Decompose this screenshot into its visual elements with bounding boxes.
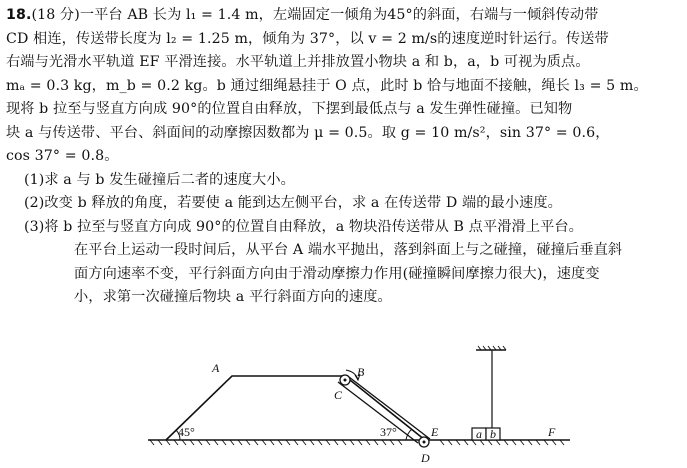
question-3-line-2: 在平台上运动一段时间后，从平台 A 端水平抛出，落到斜面上与之碰撞，碰撞后垂直斜	[74, 242, 623, 258]
problem-number: 18.	[6, 7, 32, 23]
ground	[148, 440, 570, 445]
ceiling-support	[476, 346, 506, 428]
label-block-a: a	[476, 427, 482, 441]
problem-line-3: 右端与光滑水平轨道 EF 平滑连接。水平轨道上并排放置小物块 a 和 b，a，b 可视为质点。	[6, 54, 590, 70]
label-F: F	[548, 425, 556, 439]
angle-label-45: 45°	[178, 425, 195, 439]
question-3: (3)将 b 拉至与竖直方向成 90°的位置自由释放，a 物块沿传送带从 B 点平滑滑上平台。	[24, 218, 583, 235]
question-3-line-3: 面方向速率不变，平行斜面方向由于滑动摩擦力作用(碰撞瞬间摩擦力很大)，速度变	[74, 265, 600, 282]
problem-line-4: mₐ = 0.3 kg，m_b = 0.2 kg。b 通过细绳悬挂于 O 点，此时 b 恰与地面不接触，绳长 l₃ = 5 m。	[6, 77, 648, 94]
question-1: (1)求 a 与 b 发生碰撞后二者的速度大小。	[24, 171, 295, 188]
label-block-b: b	[490, 427, 496, 441]
problem-line-2: CD 相连，传送带长度为 l₂ = 1.25 m，倾角为 37°，以 v = 2 m/s的速度逆时针运行。传送带	[6, 30, 609, 47]
label-B: B	[357, 365, 365, 379]
problem-line-5: 现将 b 拉至与竖直方向成 90°的位置自由释放，下摆到最低点与 a 发生弹性碰撞。已知物	[6, 101, 573, 117]
label-E: E	[431, 425, 439, 439]
problem-line-6: 块 a 与传送带、平台、斜面间的动摩擦因数都为 μ = 0.5。取 g = 10 m/s²，sin 37° = 0.6，	[6, 124, 610, 141]
problem-text	[6, 4, 682, 310]
problem-line-1: 18.(18 分)一平台 AB 长为 l₁ = 1.4 m，左端固定一倾角为45°的斜面，右端与一倾斜传动带	[6, 7, 599, 23]
question-3-line-4: 小，求第一次碰撞后物块 a 平行斜面方向的速度。	[74, 289, 392, 305]
label-D: D	[421, 451, 430, 465]
label-C: C	[334, 388, 343, 402]
angle-label-37: 37°	[380, 425, 397, 439]
question-2: (2)改变 b 释放的角度，若要使 a 能到达左侧平台，求 a 在传送带 D 端的最小速度。	[24, 195, 562, 211]
physics-figure	[0, 336, 687, 468]
label-A: A	[212, 361, 220, 375]
problem-line-7: cos 37° = 0.8。	[6, 148, 119, 164]
